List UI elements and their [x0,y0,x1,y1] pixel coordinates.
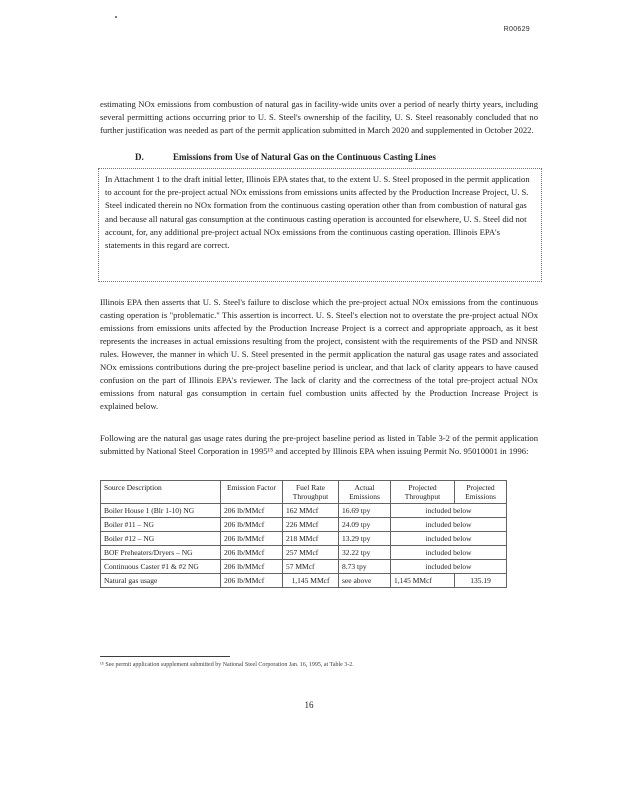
table-cell: included below [391,532,507,546]
table-row [101,574,507,588]
section-title: Emissions from Use of Natural Gas on the Continuous Casting Lines [173,152,436,162]
section-heading [135,152,436,162]
table-cell: 135.19 [455,574,507,588]
paragraph-3: Illinois EPA then asserts that U. S. Steel's failure to disclose which the pre-project actual NOx emissions from the continuous casting operation is "problematic." This assertion is incorrect. U. S. Steel's election not to overstate the pre-project actual NOx emissions from emissions units affected by the Production Increase Project is a correct and appropriate approach, as it best represents the increases in actual emissions resulting from the project, consistent with the requirements of the PSD and NNSR rules. However, the manner in which U. S. Steel presented in the permit application the natural gas usage rates and associated NOx emissions contributions during the pre-project baseline period is unclear, and that lack of clarity appears to have caused confusion on the part of Illinois EPA's reviewer. The lack of clarity and the correctness of the total pre-project actual NOx emissions from natural gas consumption in certain fuel combustion units affected by the Production Increase Project is explained below. [100,297,538,411]
table-cell: Continuous Caster #1 & #2 NG [101,560,221,574]
table-cell: 8.73 tpy [339,560,391,574]
table-cell: 206 lb/MMcf [221,518,283,532]
table-header: Projected Throughput [391,481,455,504]
table-row [101,560,507,574]
table-row [101,504,507,518]
table-cell: included below [391,518,507,532]
table-cell: 206 lb/MMcf [221,546,283,560]
table-row [101,518,507,532]
paragraph-2: In Attachment 1 to the draft initial letter, Illinois EPA states that, to the extent U. S. Steel proposed in the permit application to account for the pre-project actual NOx emissions from emissions units affected by the Production Increase Project, U. S. Steel indicated therein no NOx formation from the continuous casting operation other than from combustion of natural gas and because all natural gas consumption at the continuous casting operation is accounted for elsewhere, U. S. Steel did not account, for, any additional pre-project actual NOx emissions from the continuous casting operation. Illinois EPA's statements in this regard are correct. [105,174,530,251]
table-row [101,532,507,546]
footnote: ¹⁵ See permit application supplement submitted by National Steel Corporation Jan. 16, 1995, at Table 3-2. [100,662,354,668]
table-cell: 218 MMcf [283,532,339,546]
scan-speck [115,16,117,18]
table-header: Actual Emissions [339,481,391,504]
table-header: Fuel Rate Throughput [283,481,339,504]
table-cell: included below [391,560,507,574]
table-cell: 32.22 tpy [339,546,391,560]
table-cell: Natural gas usage [101,574,221,588]
quoted-box [98,168,542,282]
table-cell: 162 MMcf [283,504,339,518]
emissions-table [100,480,507,588]
bates-number: R00629 [503,26,530,33]
page-number: 16 [304,700,314,710]
table-cell: Boiler #12 – NG [101,532,221,546]
footnote-divider [100,656,230,657]
table-header-row [101,481,507,504]
table-cell: 16.69 tpy [339,504,391,518]
table-cell: see above [339,574,391,588]
table-cell: 1,145 MMcf [283,574,339,588]
table-header: Projected Emissions [455,481,507,504]
table-cell: Boiler House 1 (Blr 1-10) NG [101,504,221,518]
table-cell: BOF Preheaters/Dryers – NG [101,546,221,560]
table-cell: 257 MMcf [283,546,339,560]
table-cell: Boiler #11 – NG [101,518,221,532]
table-cell: included below [391,546,507,560]
table-cell: 24.09 tpy [339,518,391,532]
table-cell: 226 MMcf [283,518,339,532]
table-cell: 206 lb/MMcf [221,560,283,574]
paragraph-1: estimating NOx emissions from combustion of natural gas in facility-wide units over a period of nearly thirty years, including several permitting actions occurring prior to U. S. Steel's ownership of the facility, U. S. Steel reasonably concluded that no further justification was needed as part of the permit application submitted in March 2020 and supplemented in October 2022. [100,99,538,135]
table-cell: 206 lb/MMcf [221,532,283,546]
table-cell: included below [391,504,507,518]
table-cell: 206 lb/MMcf [221,504,283,518]
table-row [101,546,507,560]
table-cell: 206 lb/MMcf [221,574,283,588]
section-letter: D. [135,152,144,162]
paragraph-4: Following are the natural gas usage rates during the pre-project baseline period as listed in Table 3-2 of the permit application submitted by National Steel Corporation in 1995¹⁵ and accepted by Illinois EPA when issuing Permit No. 95010001 in 1996: [100,433,538,456]
table-header: Source Description [101,481,221,504]
table-cell: 1,145 MMcf [391,574,455,588]
table-cell: 57 MMcf [283,560,339,574]
table-cell: 13.29 tpy [339,532,391,546]
table-header: Emission Factor [221,481,283,504]
